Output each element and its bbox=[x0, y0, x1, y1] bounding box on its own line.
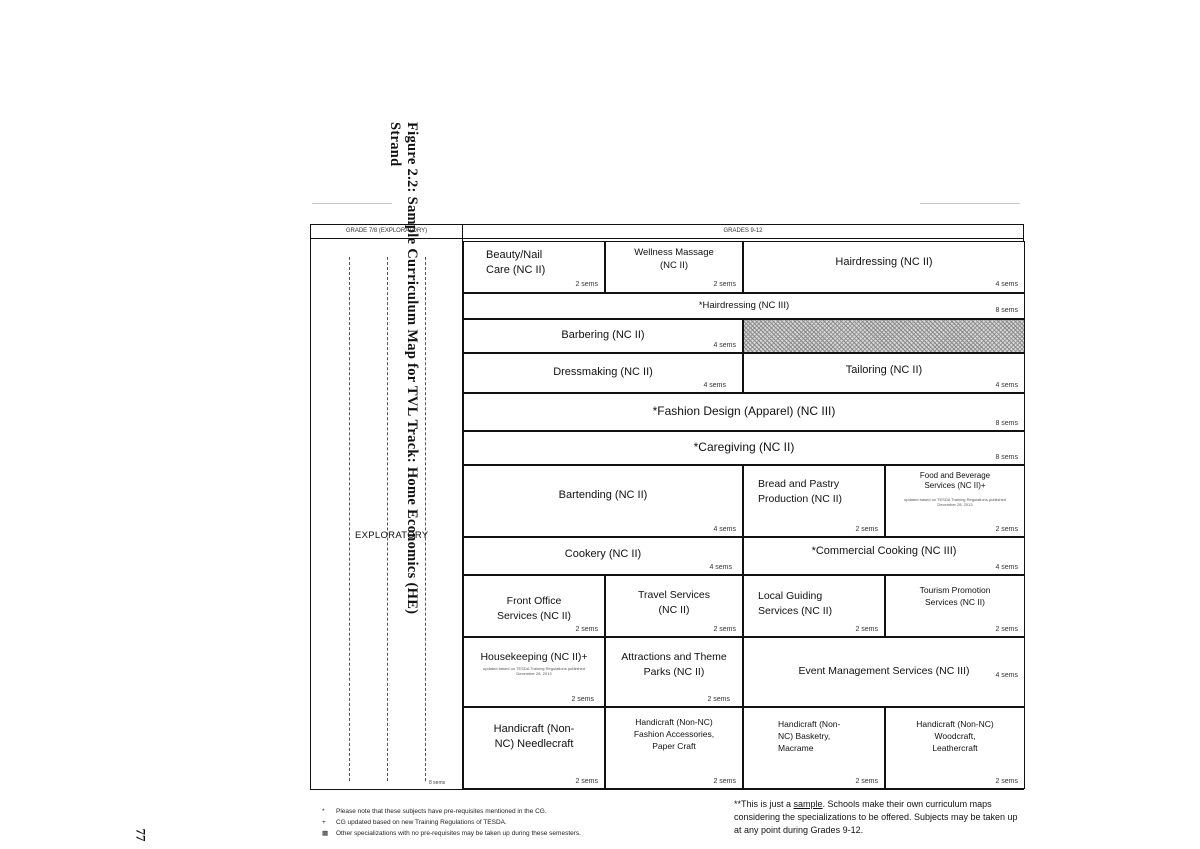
subject-name: Attractions and Theme Parks (NC II) bbox=[621, 651, 727, 678]
subject-name: Barbering (NC II) bbox=[561, 329, 645, 341]
legend bbox=[322, 806, 581, 839]
subject-bread-and-pastry bbox=[743, 465, 885, 537]
semester-divider bbox=[425, 257, 426, 781]
subject-sems: 2 sems bbox=[855, 778, 878, 785]
exploratory-sems: 8 sems bbox=[429, 780, 446, 786]
subject-name: *Commercial Cooking (NC III) bbox=[811, 545, 957, 557]
legend-item: ▩ Other specializations with no pre-requisites may be taken up during these semesters. bbox=[322, 830, 581, 837]
subject-barbering bbox=[463, 319, 743, 353]
subject-sems: 4 sems bbox=[709, 564, 732, 571]
subject-handicraft-basketry bbox=[743, 707, 885, 789]
semester-divider bbox=[349, 257, 350, 781]
subject-event-management bbox=[743, 637, 1025, 707]
subject-handicraft-woodcraft bbox=[885, 707, 1025, 789]
curriculum-map bbox=[310, 224, 1024, 790]
subject-hairdressing-nc2 bbox=[743, 241, 1025, 293]
subject-bartending bbox=[463, 465, 743, 537]
subject-caregiving bbox=[463, 431, 1025, 465]
subject-sems: 4 sems bbox=[995, 281, 1018, 288]
subject-sems: 8 sems bbox=[995, 454, 1018, 461]
semester-divider bbox=[387, 257, 388, 781]
subject-name: Travel Services (NC II) bbox=[638, 589, 710, 616]
subject-name: *Hairdressing (NC III) bbox=[698, 300, 790, 311]
exploratory-column bbox=[311, 239, 463, 789]
subject-name: Handicraft (Non-NC) Needlecraft bbox=[493, 723, 575, 750]
subject-name: Tailoring (NC II) bbox=[845, 364, 923, 376]
subject-fashion-design bbox=[463, 393, 1025, 431]
subject-tailoring bbox=[743, 353, 1025, 393]
subject-sems: 2 sems bbox=[855, 526, 878, 533]
subject-cookery bbox=[463, 537, 743, 575]
subject-commercial-cooking bbox=[743, 537, 1025, 575]
subject-name: Tourism Promotion Services (NC II) bbox=[919, 585, 991, 607]
shaded-swatch-icon: ▩ bbox=[322, 830, 329, 837]
subject-sems: 2 sems bbox=[571, 696, 594, 703]
subject-name: Wellness Massage (NC II) bbox=[634, 247, 714, 271]
subject-name: Bartending (NC II) bbox=[558, 489, 648, 501]
page-number: 77 bbox=[133, 828, 149, 842]
exploratory-label: EXPLORATORY bbox=[355, 530, 429, 541]
grade-7-8-header: GRADE 7/8 (EXPLORATORY) bbox=[311, 225, 463, 239]
subject-handicraft-needlecraft bbox=[463, 707, 605, 789]
legend-item: * Please note that these subjects have pre-requisites mentioned in the CG. bbox=[322, 808, 547, 815]
subject-attractions-theme-parks bbox=[605, 637, 743, 707]
subject-housekeeping bbox=[463, 637, 605, 707]
subject-name: Handicraft (Non-NC) Woodcraft, Leathercraft bbox=[916, 719, 994, 753]
subject-name: Front Office Services (NC II) bbox=[496, 595, 572, 622]
subject-name: Food and Beverage Services (NC II)+ bbox=[919, 471, 991, 490]
subject-name: Beauty/Nail Care (NC II) bbox=[486, 249, 546, 276]
subject-note: updated based on TESDA Training Regulations published December 28, 2013 bbox=[483, 666, 585, 676]
subject-sems: 8 sems bbox=[995, 420, 1018, 427]
subject-sems: 2 sems bbox=[713, 626, 736, 633]
legend-item: + CG updated based on new Training Regulations of TESDA. bbox=[322, 819, 507, 826]
subject-tourism-promotion bbox=[885, 575, 1025, 637]
subject-name: Cookery (NC II) bbox=[564, 548, 642, 560]
subject-sems: 2 sems bbox=[855, 626, 878, 633]
subject-name: *Caregiving (NC II) bbox=[693, 440, 795, 454]
subject-food-and-beverage bbox=[885, 465, 1025, 537]
subject-beauty-nail-care bbox=[463, 241, 605, 293]
subject-name: Handicraft (Non-NC) Fashion Accessories, Paper Craft bbox=[633, 717, 715, 751]
subject-local-guiding bbox=[743, 575, 885, 637]
subject-handicraft-fashion-accessories bbox=[605, 707, 743, 789]
subject-front-office bbox=[463, 575, 605, 637]
subject-sems: 4 sems bbox=[995, 382, 1018, 389]
subject-name: Local Guiding Services (NC II) bbox=[758, 590, 833, 617]
subject-sems: 2 sems bbox=[995, 526, 1018, 533]
subject-sems: 4 sems bbox=[713, 526, 736, 533]
subject-sems: 2 sems bbox=[713, 778, 736, 785]
subject-sems: 2 sems bbox=[995, 626, 1018, 633]
subject-sems: 2 sems bbox=[575, 778, 598, 785]
subject-sems: 4 sems bbox=[995, 672, 1018, 679]
subject-name: Housekeeping (NC II)+ bbox=[480, 651, 588, 663]
subject-name: Dressmaking (NC II) bbox=[553, 366, 653, 378]
subject-note: updated based on TESDA Training Regulations published December 28, 2013 bbox=[904, 497, 1006, 507]
open-specialization-slot bbox=[743, 319, 1025, 353]
subject-wellness-massage bbox=[605, 241, 743, 293]
subject-sems: 8 sems bbox=[995, 307, 1018, 314]
subject-dressmaking bbox=[463, 353, 743, 393]
subject-sems: 4 sems bbox=[995, 564, 1018, 571]
subject-name: Bread and Pastry Production (NC II) bbox=[758, 478, 843, 505]
subject-sems: 2 sems bbox=[575, 626, 598, 633]
subject-sems: 2 sems bbox=[995, 778, 1018, 785]
grades-9-12-header: GRADES 9-12 bbox=[463, 225, 1023, 239]
subject-sems: 2 sems bbox=[575, 281, 598, 288]
sample-note: **This is just a sample. Schools make their own curriculum maps considering the specializations to be offered. Subjects may be taken up at any point during Grades 9-12. bbox=[734, 799, 1018, 835]
subject-sems: 4 sems bbox=[703, 382, 726, 389]
subject-sems: 2 sems bbox=[713, 281, 736, 288]
scan-line bbox=[920, 203, 1020, 204]
subject-name: *Fashion Design (Apparel) (NC III) bbox=[652, 404, 836, 418]
subject-name: Event Management Services (NC III) bbox=[798, 665, 970, 677]
subject-name: Handicraft (Non-NC) Basketry, Macrame bbox=[778, 719, 841, 753]
subject-travel-services bbox=[605, 575, 743, 637]
subject-hairdressing-nc3 bbox=[463, 293, 1025, 319]
figure-caption: Figure 2.2: Sample Curriculum Map for TVL Track: Home Economics (HE) Strand bbox=[387, 122, 420, 615]
subject-name: Hairdressing (NC II) bbox=[835, 256, 933, 268]
subject-sems: 2 sems bbox=[707, 696, 730, 703]
subject-sems: 4 sems bbox=[713, 342, 736, 349]
